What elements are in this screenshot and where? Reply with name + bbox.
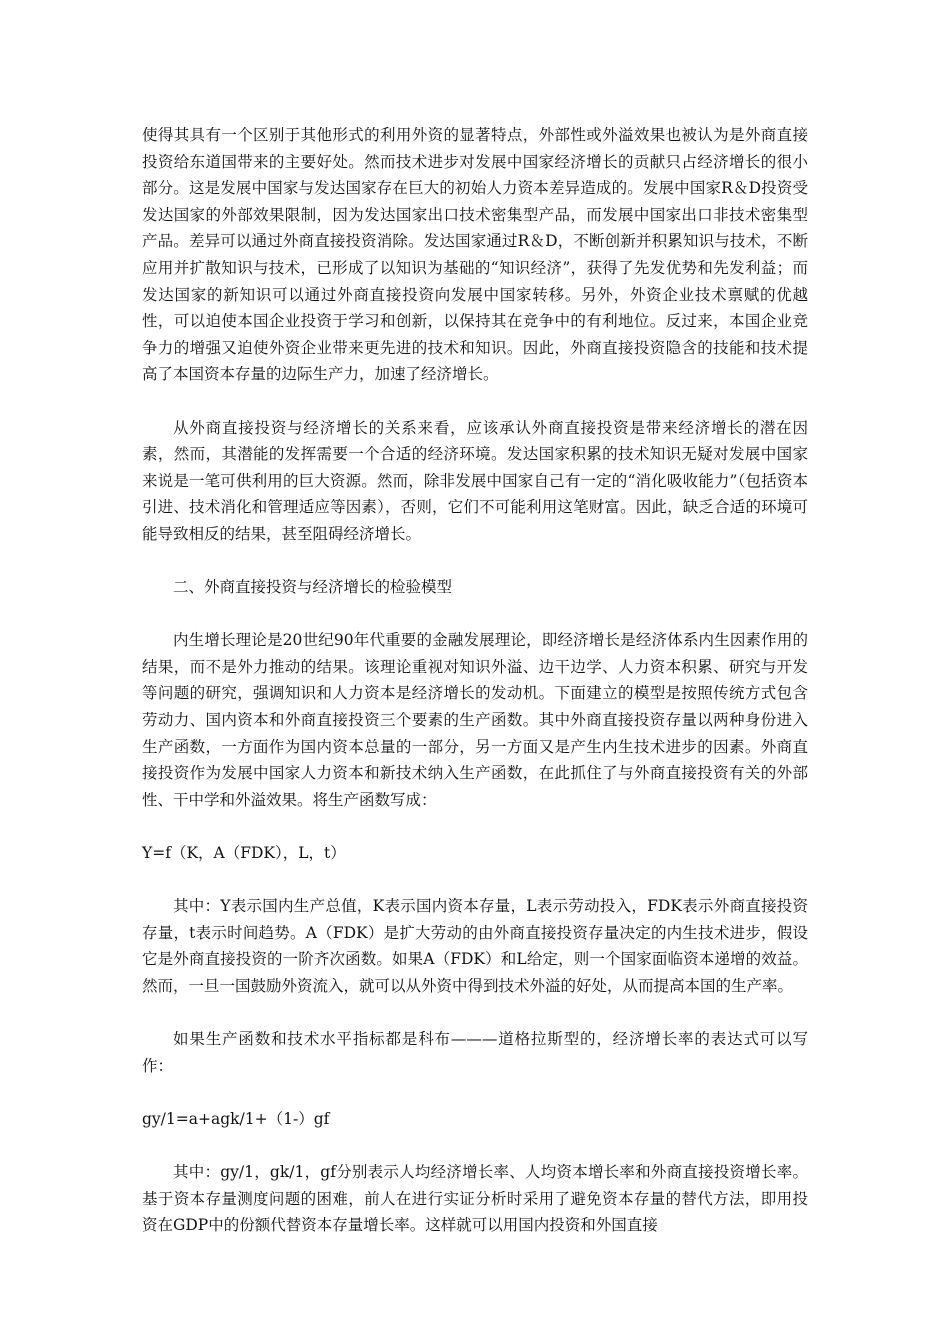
- paragraph-endogenous-growth: 内生增长理论是20世纪90年代重要的金融发展理论，即经济增长是经济体系内生因素作用的结果，而不是外力推动的结果。该理论重视对知识外溢、边干边学、人力资本积累、研究与开发等问题的研究，强调知识和人力资本是经济增长的发动机。下面建立的模型是按照传统方式包含劳动力、国内资本和外商直接投资三个要素的生产函数。其中外商直接投资存量以两种身份进入生产函数，一方面作为国内资本总量的一部分，另一方面又是产生内生技术进步的因素。外商直接投资作为发展中国家人力资本和新技术纳入生产函数，在此抓住了与外商直接投资有关的外部性、干中学和外溢效果。将生产函数写成：: [142, 631, 808, 809]
- paragraph-variable-definitions: 其中：Y表示国内生产总值，K表示国内资本存量，L表示劳动投入，FDK表示外商直接投资存量，t表示时间趋势。A（FDK）是扩大劳动的由外商直接投资存量决定的内生技术进步，假设它是外商直接投资的一阶齐次函数。如果A（FDK）和L给定，则一个国家面临资本递增的效益。然而，一旦一国鼓励外资流入，就可以从外资中得到技术外溢的好处，从而提高本国的生产率。: [142, 897, 808, 995]
- formula-growth-rate: gy/1=a+agk/1+（1-）gf: [142, 1109, 330, 1128]
- paragraph-growth-rate-definitions: 其中：gy/1，gk/1，gf分别表示人均经济增长率、人均资本增长率和外商直接投资增长率。基于资本存量测度问题的困难，前人在进行实证分析时采用了避免资本存量的替代方法，即用投资在GDP中的份额代替资本存量增长率。这样就可以用国内投资和外国直接: [142, 1163, 808, 1235]
- paragraph-fdi-growth-relationship: 从外商直接投资与经济增长的关系来看，应该承认外商直接投资是带来经济增长的潜在因素，然而，其潜能的发挥需要一个合适的经济环境。发达国家积累的技术知识无疑对发展中国家来说是一笔可供利用的巨大资源。然而，除非发展中国家自己有一定的“消化吸收能力”（包括资本引进、技术消化和管理适应等因素），否则，它们不可能利用这笔财富。因此，缺乏合适的环境可能导致相反的结果，甚至阻碍经济增长。: [142, 418, 808, 543]
- paragraph-continuation: 使得其具有一个区别于其他形式的利用外资的显著特点，外部性或外溢效果也被认为是外商直接投资给东道国带来的主要好处。然而技术进步对发展中国家经济增长的贡献只占经济增长的很小部分。这是发展中国家与发达国家存在巨大的初始人力资本差异造成的。发展中国家R＆D投资受发达国家的外部效果限制，因为发达国家出口技术密集型产品，而发展中国家出口非技术密集型产品。差异可以通过外商直接投资消除。发达国家通过R＆D，不断创新并积累知识与技术，不断应用并扩散知识与技术，已形成了以知识为基础的“知识经济”，获得了先发优势和先发利益；而发达国家的新知识可以通过外商直接投资向发展中国家转移。另外，外资企业技术禀赋的优越性，可以迫使本国企业投资于学习和创新，以保持其在竞争中的有利地位。反过来，本国企业竞争力的增强又迫使外资企业带来更先进的技术和知识。因此，外商直接投资隐含的技能和技术提高了本国资本存量的边际生产力，加速了经济增长。: [142, 126, 808, 384]
- document-body: [142, 122, 808, 1266]
- paragraph-cobb-douglas: 如果生产函数和技术水平指标都是科布———道格拉斯型的，经济增长率的表达式可以写作：: [142, 1030, 808, 1075]
- section-heading: 二、外商直接投资与经济增长的检验模型: [173, 578, 453, 597]
- formula-production-function: Y=f（K，A（FDK），L，t）: [142, 844, 346, 863]
